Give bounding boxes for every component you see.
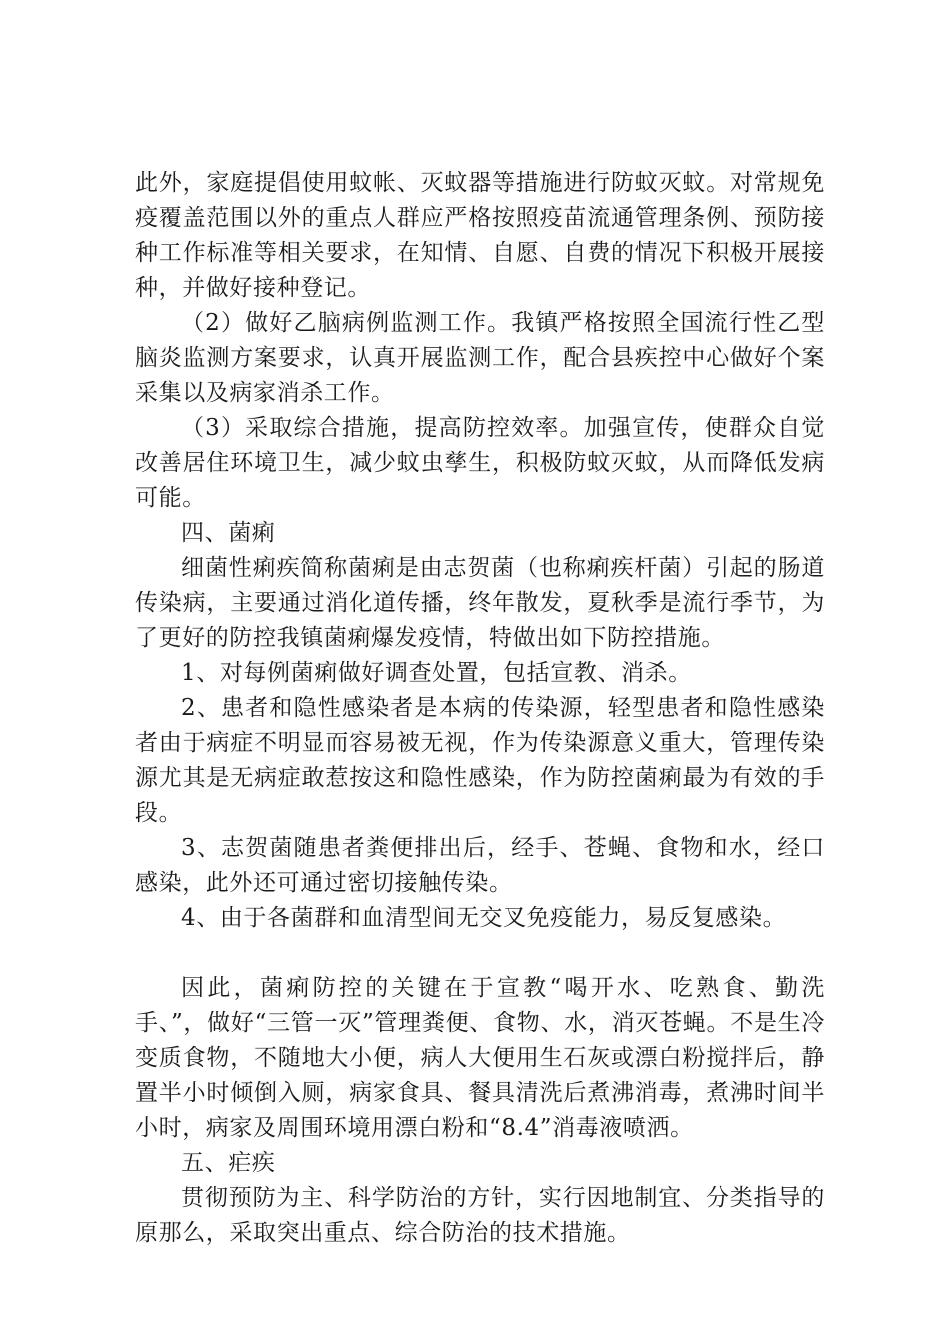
paragraph-malaria-policy: 贯彻预防为主、科学防治的方针，实行因地制宜、分类指导的原那么，采取突出重点、综合防治的技术措施。 (135, 1185, 825, 1246)
list-item-3: 3、志贺菌随患者粪便排出后，经手、苍蝇、食物和水，经口感染，此外还可通过密切接触传染。 (135, 835, 825, 896)
paragraph-dysentery-key-measures: 因此，菌痢防控的关键在于宣教“喝开水、吃熟食、勤洗手、”，做好“三管一灭”管理粪便、食物、水，消灭苍蝇。不是生冷变质食物，不随地大小便，病人大便用生石灰或漂白粉搅拌后，静置半小时倾倒入厕，病家食具、餐具清洗后煮沸消毒，煮沸时间半小时，病家及周围环境用漂白粉和“8.4”消毒液喷洒。 (135, 975, 825, 1141)
document-body (135, 166, 825, 1251)
section-heading-malaria: 五、疟疾 (181, 1150, 276, 1176)
paragraph-comprehensive-measures: （3）采取综合措施，提高防控效率。加强宣传，使群众自觉改善居住环境卫生，减少蚊虫孳生，积极防蚊灭蚊，从而降低发病可能。 (135, 415, 825, 511)
list-item-2: 2、患者和隐性感染者是本病的传染源，轻型患者和隐性感染者由于病症不明显而容易被无视，作为传染源意义重大，管理传染源尤其是无病症敢惹按这和隐性感染，作为防控菌痢最为有效的手段。 (135, 695, 825, 826)
paragraph-spacer (135, 936, 825, 971)
paragraph-mosquito-prevention: 此外，家庭提倡使用蚊帐、灭蚊器等措施进行防蚊灭蚊。对常规免疫覆盖范围以外的重点人群应严格按照疫苗流通管理条例、预防接种工作标准等相关要求，在知情、自愿、自费的情况下积极开展接种，并做好接种登记。 (135, 170, 825, 301)
paragraph-dysentery-intro: 细菌性痢疾简称菌痢是由志贺菌（也称痢疾杆菌）引起的肠道传染病，主要通过消化道传播，终年散发，夏秋季是流行季节，为了更好的防控我镇菌痢爆发疫情，特做出如下防控措施。 (135, 555, 825, 651)
section-heading-dysentery: 四、菌痢 (181, 520, 276, 546)
list-item-1: 1、对每例菌痢做好调查处置，包括宣教、消杀。 (181, 660, 692, 686)
paragraph-jap-enceph-monitoring: （2）做好乙脑病例监测工作。我镇严格按照全国流行性乙型脑炎监测方案要求，认真开展监测工作，配合县疾控中心做好个案采集以及病家消杀工作。 (135, 310, 825, 406)
list-item-4: 4、由于各菌群和血清型间无交叉免疫能力，易反复感染。 (181, 905, 787, 931)
